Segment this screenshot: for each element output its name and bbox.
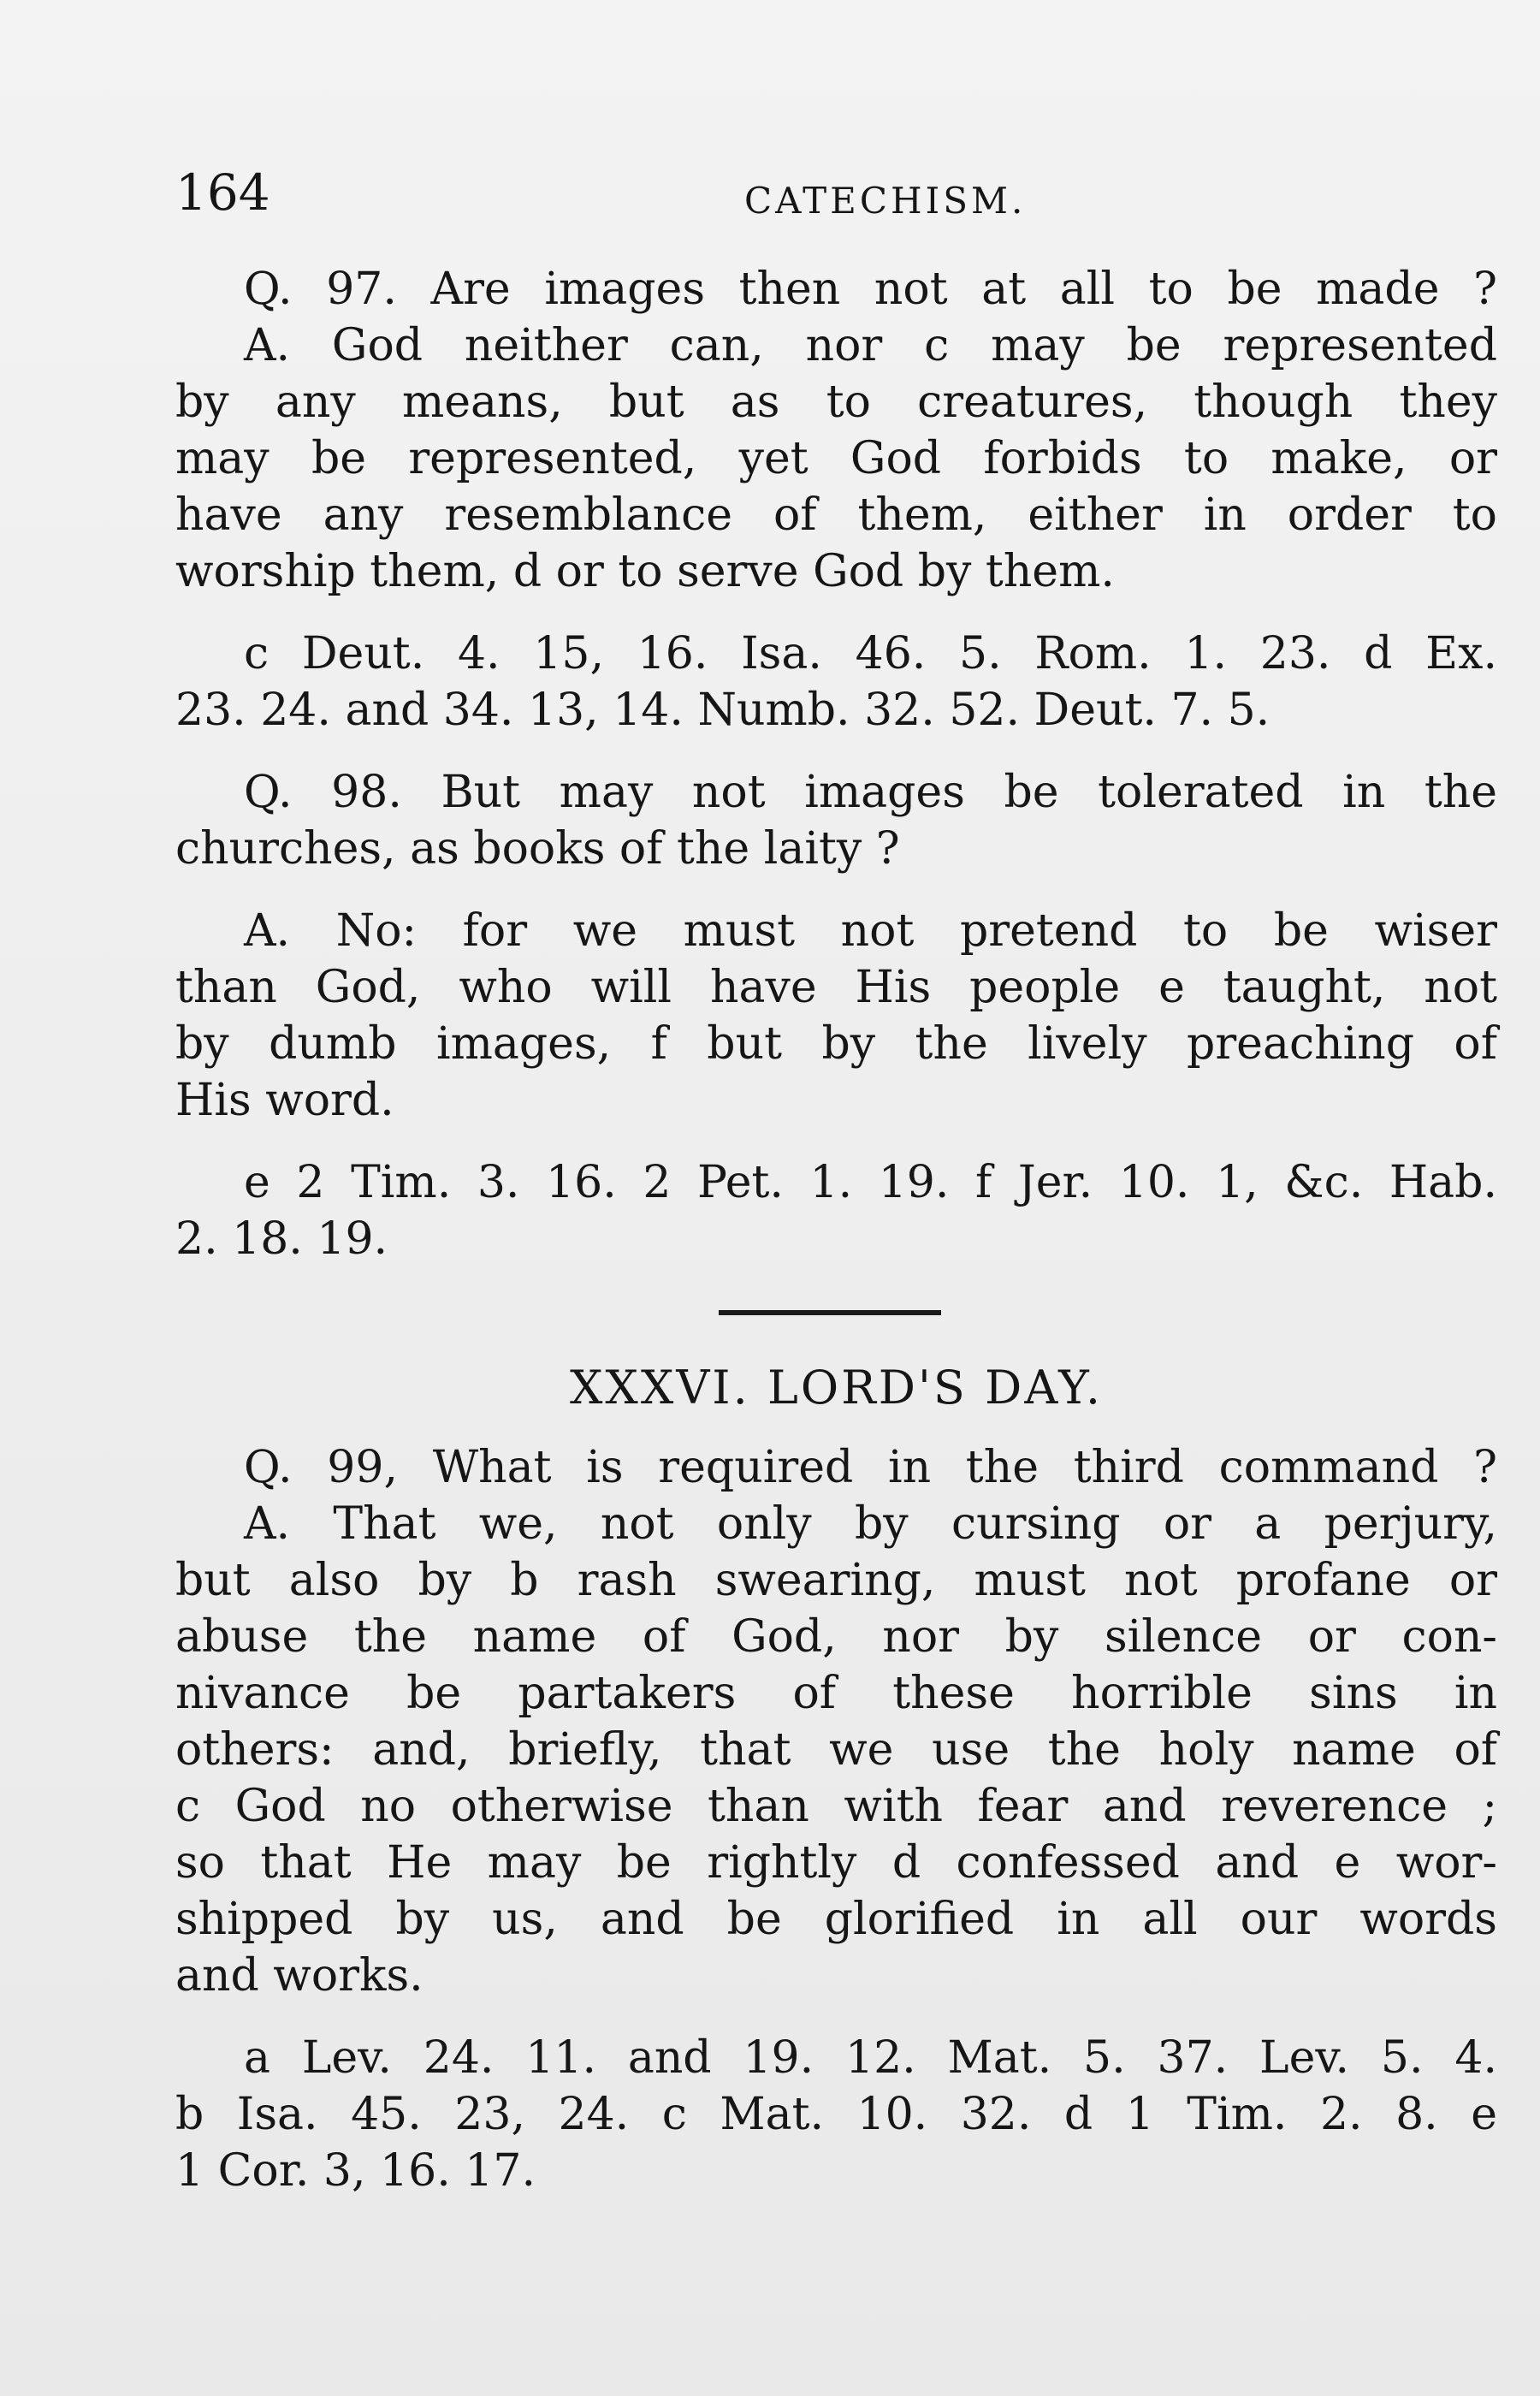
references-98-line: 2. 18. 19. <box>175 1213 388 1265</box>
references-98-line: e 2 Tim. 3. 16. 2 Pet. 1. 19. f Jer. 10. 1, &c. Hab. <box>244 1157 1497 1208</box>
references-99-line: 1 Cor. 3, 16. 17. <box>175 2145 536 2197</box>
answer-97-line: worship them, d or to serve God by them. <box>175 546 1115 597</box>
question-99: Q. 99, What is required in the third command ? <box>244 1442 1497 1493</box>
answer-99-line: others: and, briefly, that we use the holy name of <box>175 1724 1497 1776</box>
references-99-line: a Lev. 24. 11. and 19. 12. Mat. 5. 37. Lev. 5. 4. <box>244 2032 1497 2084</box>
section-divider <box>719 1310 941 1315</box>
answer-97-line: may be represented, yet God forbids to make, or <box>175 433 1497 484</box>
section-title: XXXVI. LORD'S DAY. <box>569 1361 1104 1414</box>
answer-99-line: so that He may be rightly d confessed and e wor- <box>175 1837 1497 1889</box>
page-content <box>175 158 1497 2199</box>
answer-99-line: and works. <box>175 1950 424 2002</box>
answer-98-line: A. No: for we must not pretend to be wiser <box>244 905 1497 957</box>
answer-97-line: have any resemblance of them, either in order to <box>175 489 1497 541</box>
answer-99-line: A. That we, not only by cursing or a perjury, <box>244 1498 1497 1550</box>
question-97: Q. 97. Are images then not at all to be made ? <box>244 264 1497 315</box>
references-97-line: c Deut. 4. 15, 16. Isa. 46. 5. Rom. 1. 23. d Ex. <box>244 628 1497 679</box>
answer-99-line: shipped by us, and be glorified in all our words <box>175 1894 1497 1945</box>
question-98-line: Q. 98. But may not images be tolerated in the <box>244 767 1497 818</box>
answer-98-line: by dumb images, f but by the lively preaching of <box>175 1018 1497 1070</box>
running-title: CATECHISM. <box>744 180 1027 222</box>
answer-98-line: than God, who will have His people e taught, not <box>175 962 1497 1013</box>
running-head <box>175 158 1497 227</box>
page-number: 164 <box>175 163 270 222</box>
answer-99-line: abuse the name of God, nor by silence or con- <box>175 1611 1497 1663</box>
answer-97-line: A. God neither can, nor c may be represented <box>244 320 1497 371</box>
answer-99-line: nivance be partakers of these horrible sins in <box>175 1668 1497 1719</box>
answer-99-line: c God no otherwise than with fear and reverence ; <box>175 1781 1497 1832</box>
answer-99-line: but also by b rash swearing, must not profane or <box>175 1555 1497 1606</box>
answer-97-line: by any means, but as to creatures, though they <box>175 377 1497 428</box>
references-99-line: b Isa. 45. 23, 24. c Mat. 10. 32. d 1 Tim. 2. 8. e <box>175 2089 1497 2140</box>
question-98-line: churches, as books of the laity ? <box>175 823 900 875</box>
answer-98-line: His word. <box>175 1075 394 1126</box>
references-97-line: 23. 24. and 34. 13, 14. Numb. 32. 52. Deut. 7. 5. <box>175 685 1270 736</box>
